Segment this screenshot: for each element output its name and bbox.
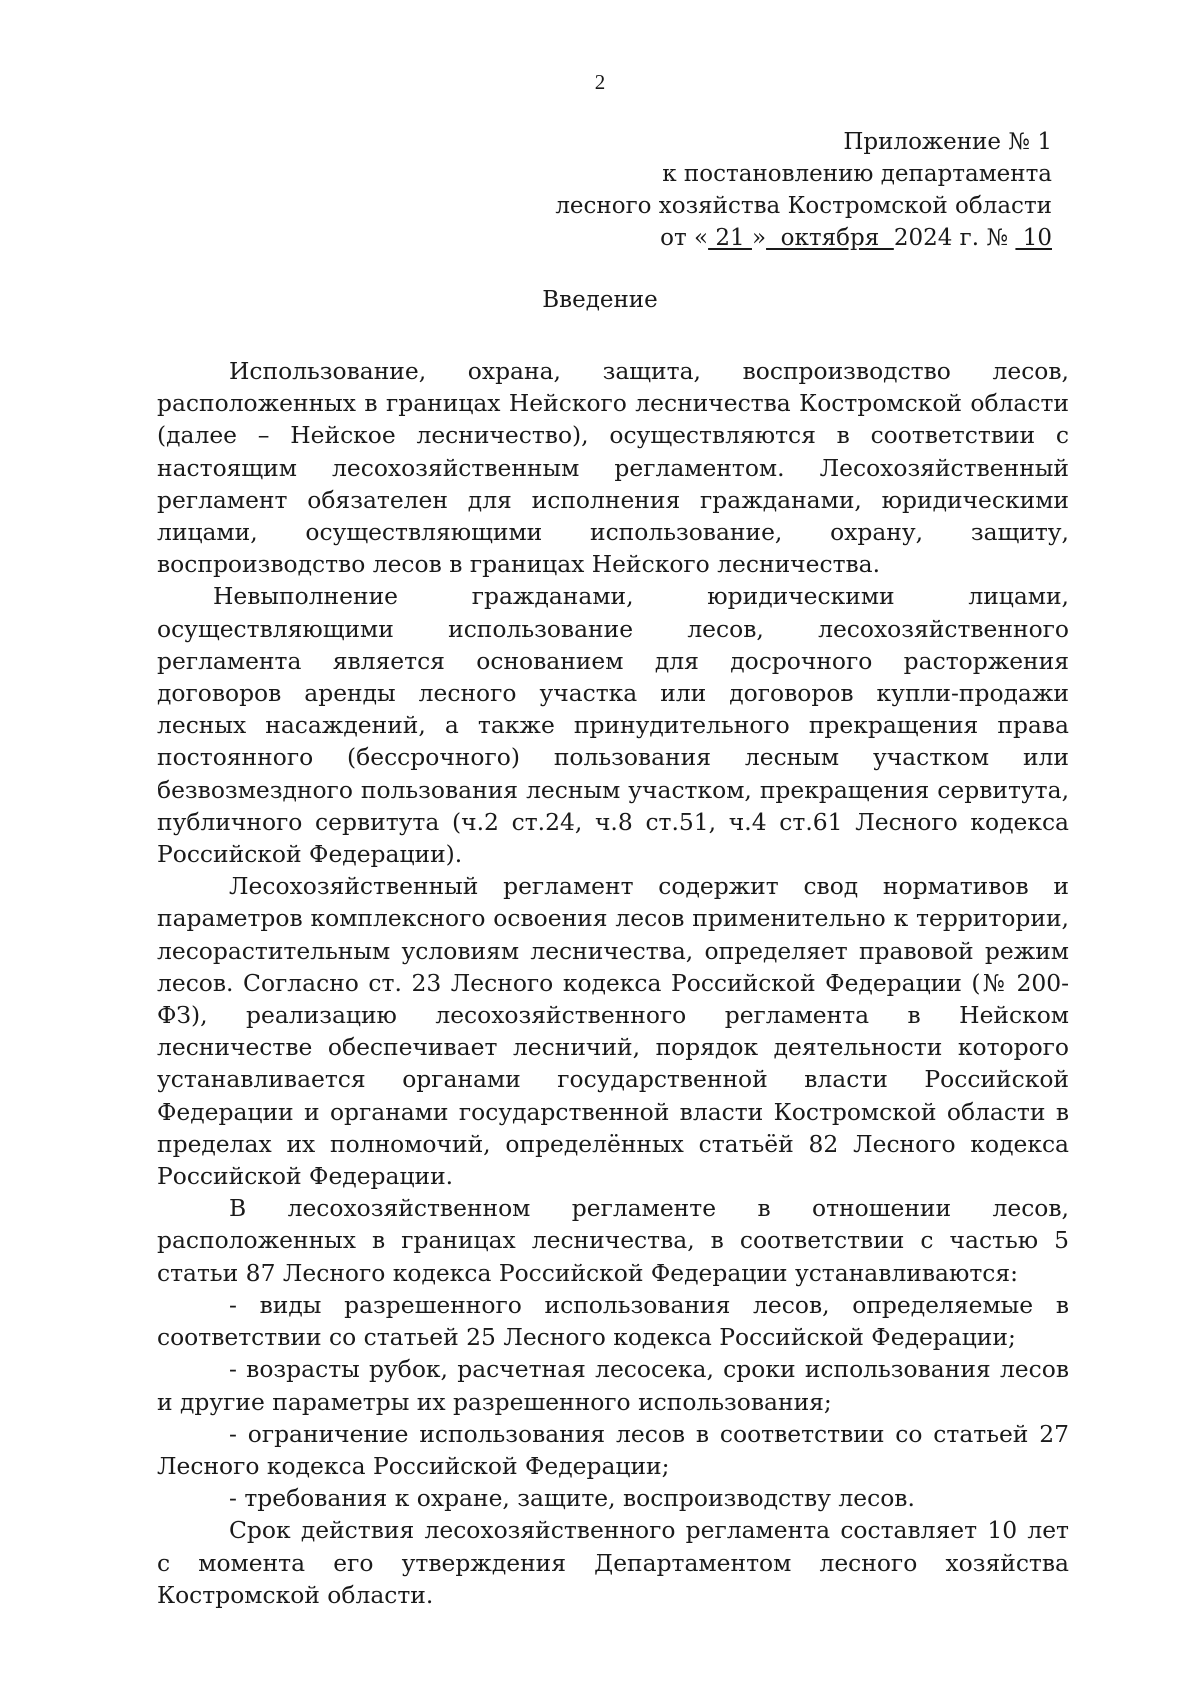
- date-prefix: от «: [660, 225, 709, 251]
- list-item: - возрасты рубок, расчетная лесосека, сроки использования лесов и другие параметры их разрешенного использования;: [157, 1355, 1069, 1416]
- list-item: - требования к охране, защите, воспроизводству лесов.: [229, 1484, 915, 1513]
- annex-header: [555, 126, 1052, 254]
- section-title: Введение: [542, 287, 658, 313]
- date-day: 21: [708, 225, 752, 251]
- annex-resolution-line: к постановлению департамента: [662, 161, 1052, 187]
- paragraph: Срок действия лесохозяйственного регламента составляет 10 лет с момента его утверждения Департаментом лесного хозяйства Костромской области.: [157, 1516, 1069, 1609]
- date-mid: »: [751, 225, 767, 251]
- paragraph: Использование, охрана, защита, воспроизводство лесов, расположенных в границах Нейского лесничества Костромской области (далее – Нейское лесничество), осуществляются в соответствии с настоящим лесохозяйственным регламентом. Лесохозяйственный регламент обязателен для исполнения гражданами, юридическими лицами, осуществляющими использование, охрану, защиту, воспроизводство лесов в границах Нейского лесничества.: [157, 357, 1069, 579]
- document-body: [157, 355, 1069, 1611]
- paragraph: В лесохозяйственном регламенте в отношении лесов, расположенных в границах лесничества, в соответствии с частью 5 статьи 87 Лесного кодекса Российской Федерации устанавливаются:: [157, 1194, 1069, 1287]
- annex-date-line: [555, 222, 1052, 254]
- list-item: - ограничение использования лесов в соответствии со статьей 27 Лесного кодекса Российской Федерации;: [157, 1419, 1069, 1480]
- document-number: 10: [1015, 225, 1052, 251]
- date-year: 2024 г. №: [893, 225, 1016, 251]
- annex-title: Приложение № 1: [843, 129, 1052, 155]
- list-item: - виды разрешенного использования лесов, определяемые в соответствии со статьей 25 Лесного кодекса Российской Федерации;: [157, 1290, 1069, 1352]
- date-month: октября: [766, 225, 894, 251]
- page-number: 2: [594, 70, 606, 94]
- annex-department-line: лесного хозяйства Костромской области: [555, 193, 1052, 219]
- paragraph: Невыполнение гражданами, юридическими лицами, осуществляющими использование лесов, лесохозяйственного регламента является основанием для досрочного расторжения договоров аренды лесного участка или договоров купли-продажи лесных насаждений, а также принудительного прекращения права постоянного (бессрочного) пользования лесным участком или безвозмездного пользования лесным участком, прекращения сервитута, публичного сервитута (ч.2 ст.24, ч.8 ст.51, ч.4 ст.61 Лесного кодекса Российской Федерации).: [157, 582, 1069, 869]
- paragraph: Лесохозяйственный регламент содержит свод нормативов и параметров комплексного освоения лесов применительно к территории, лесорастительным условиям лесничества, определяет правовой режим лесов. Согласно ст. 23 Лесного кодекса Российской Федерации (№ 200-ФЗ), реализацию лесохозяйственного регламента в Нейском лесничестве обеспечивает лесничий, порядок деятельности которого устанавливается органами государственной власти Российской Федерации и органами государственной власти Костромской области в пределах их полномочий, определённых статьёй 82 Лесного кодекса Российской Федерации.: [157, 872, 1069, 1191]
